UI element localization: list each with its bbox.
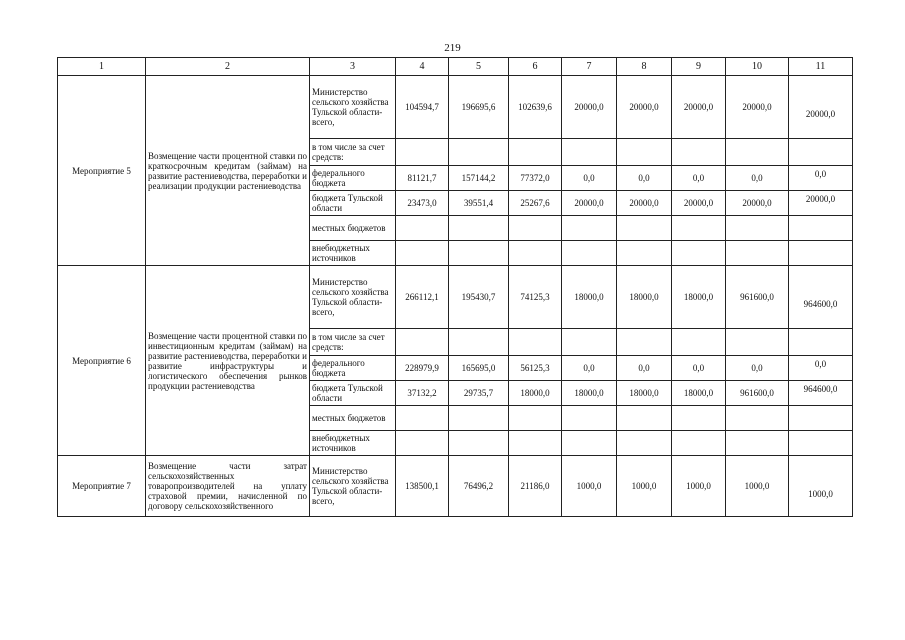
- amount-cell: 39551,4: [449, 191, 509, 216]
- amount-cell: 165695,0: [449, 356, 509, 381]
- funding-source: бюджета Тульской области: [310, 191, 396, 216]
- amount-cell: 195430,7: [449, 266, 509, 329]
- amount-cell: 138500,1: [396, 456, 449, 517]
- amount-cell: 77372,0: [509, 166, 562, 191]
- amount-cell: 20000,0: [789, 191, 853, 216]
- amount-cell: 18000,0: [562, 266, 617, 329]
- amount-cell: [509, 406, 562, 431]
- amount-cell: 0,0: [562, 166, 617, 191]
- amount-cell: 18000,0: [672, 381, 726, 406]
- amount-cell: 964600,0: [789, 266, 853, 329]
- amount-cell: [617, 216, 672, 241]
- amount-cell: 0,0: [726, 166, 789, 191]
- amount-cell: [396, 406, 449, 431]
- amount-cell: [672, 216, 726, 241]
- page-number: 219: [444, 42, 461, 54]
- funding-source: внебюджетных источников: [310, 431, 396, 456]
- amount-cell: 0,0: [562, 356, 617, 381]
- event-description: Возмещение части затрат сельскохозяйственных товаропроизводителей на уплату страховой премии, начисленной по договору сельскохозяйственного: [146, 456, 310, 517]
- amount-cell: 228979,9: [396, 356, 449, 381]
- amount-cell: 18000,0: [672, 266, 726, 329]
- amount-cell: 76496,2: [449, 456, 509, 517]
- amount-cell: [509, 139, 562, 166]
- amount-cell: [726, 406, 789, 431]
- column-header: 1: [58, 58, 146, 76]
- amount-cell: 20000,0: [617, 76, 672, 139]
- event-name: Мероприятие 7: [58, 456, 146, 517]
- column-header: 9: [672, 58, 726, 76]
- amount-cell: 157144,2: [449, 166, 509, 191]
- amount-cell: 20000,0: [789, 76, 853, 139]
- funding-source: в том числе за счет средств:: [310, 329, 396, 356]
- column-header: 8: [617, 58, 672, 76]
- amount-cell: [672, 406, 726, 431]
- amount-cell: [726, 241, 789, 266]
- column-header: 7: [562, 58, 617, 76]
- amount-cell: 18000,0: [617, 381, 672, 406]
- amount-cell: 0,0: [726, 356, 789, 381]
- amount-cell: [396, 216, 449, 241]
- amount-cell: [617, 329, 672, 356]
- amount-cell: 266112,1: [396, 266, 449, 329]
- amount-cell: [449, 406, 509, 431]
- amount-cell: [789, 241, 853, 266]
- funding-source: местных бюджетов: [310, 406, 396, 431]
- column-header: 5: [449, 58, 509, 76]
- amount-cell: 18000,0: [509, 381, 562, 406]
- amount-cell: [396, 139, 449, 166]
- amount-cell: [562, 431, 617, 456]
- amount-cell: [562, 139, 617, 166]
- amount-cell: 20000,0: [726, 76, 789, 139]
- amount-cell: 961600,0: [726, 381, 789, 406]
- amount-cell: 961600,0: [726, 266, 789, 329]
- amount-cell: [617, 139, 672, 166]
- amount-cell: [672, 139, 726, 166]
- amount-cell: [789, 139, 853, 166]
- amount-cell: [789, 431, 853, 456]
- amount-cell: [617, 431, 672, 456]
- amount-cell: 37132,2: [396, 381, 449, 406]
- funding-source: бюджета Тульской области: [310, 381, 396, 406]
- amount-cell: [672, 241, 726, 266]
- amount-cell: [726, 139, 789, 166]
- amount-cell: [726, 431, 789, 456]
- amount-cell: 74125,3: [509, 266, 562, 329]
- column-header: 11: [789, 58, 853, 76]
- amount-cell: 1000,0: [617, 456, 672, 517]
- amount-cell: 0,0: [672, 356, 726, 381]
- amount-cell: 20000,0: [562, 76, 617, 139]
- amount-cell: [449, 139, 509, 166]
- funding-source: местных бюджетов: [310, 216, 396, 241]
- amount-cell: [396, 241, 449, 266]
- amount-cell: 196695,6: [449, 76, 509, 139]
- amount-cell: 25267,6: [509, 191, 562, 216]
- column-header: 3: [310, 58, 396, 76]
- amount-cell: 20000,0: [672, 191, 726, 216]
- funding-source: федерального бюджета: [310, 166, 396, 191]
- table-row: [58, 266, 853, 329]
- amount-cell: 29735,7: [449, 381, 509, 406]
- amount-cell: [449, 241, 509, 266]
- amount-cell: 1000,0: [672, 456, 726, 517]
- amount-cell: 20000,0: [562, 191, 617, 216]
- column-header: 4: [396, 58, 449, 76]
- amount-cell: [396, 431, 449, 456]
- amount-cell: [672, 431, 726, 456]
- amount-cell: [449, 329, 509, 356]
- amount-cell: 18000,0: [617, 266, 672, 329]
- event-description: Возмещение части процентной ставки по инвестиционным кредитам (займам) на развитие растениеводства, переработки и развитие инфраструктуры и логистического обеспечения рынков продукции растениеводства: [146, 266, 310, 456]
- budget-table: [57, 57, 853, 517]
- amount-cell: 0,0: [789, 166, 853, 191]
- amount-cell: 20000,0: [672, 76, 726, 139]
- amount-cell: 20000,0: [726, 191, 789, 216]
- amount-cell: 20000,0: [617, 191, 672, 216]
- amount-cell: [617, 241, 672, 266]
- amount-cell: 81121,7: [396, 166, 449, 191]
- event-name: Мероприятие 5: [58, 76, 146, 266]
- event-description: Возмещение части процентной ставки по краткосрочным кредитам (займам) на развитие растениеводства, переработки и реализации продукции растениеводства: [146, 76, 310, 266]
- amount-cell: [562, 329, 617, 356]
- amount-cell: [509, 431, 562, 456]
- amount-cell: 56125,3: [509, 356, 562, 381]
- amount-cell: [789, 406, 853, 431]
- funding-source: Министерство сельского хозяйства Тульской области-всего,: [310, 76, 396, 139]
- event-name: Мероприятие 6: [58, 266, 146, 456]
- amount-cell: [509, 216, 562, 241]
- amount-cell: [449, 216, 509, 241]
- amount-cell: [789, 216, 853, 241]
- amount-cell: 1000,0: [789, 456, 853, 517]
- funding-source: в том числе за счет средств:: [310, 139, 396, 166]
- funding-source: федерального бюджета: [310, 356, 396, 381]
- amount-cell: [672, 329, 726, 356]
- column-header: 6: [509, 58, 562, 76]
- column-header: 2: [146, 58, 310, 76]
- amount-cell: 104594,7: [396, 76, 449, 139]
- funding-source: внебюджетных источников: [310, 241, 396, 266]
- amount-cell: 0,0: [617, 166, 672, 191]
- amount-cell: [726, 329, 789, 356]
- amount-cell: [562, 241, 617, 266]
- table-row: [58, 76, 853, 139]
- amount-cell: 964600,0: [789, 381, 853, 406]
- table-row: [58, 456, 853, 517]
- funding-source: Министерство сельского хозяйства Тульской области-всего,: [310, 266, 396, 329]
- amount-cell: [396, 329, 449, 356]
- amount-cell: 0,0: [789, 356, 853, 381]
- column-header: 10: [726, 58, 789, 76]
- column-number-row: [58, 58, 853, 76]
- amount-cell: 102639,6: [509, 76, 562, 139]
- amount-cell: [562, 406, 617, 431]
- amount-cell: 18000,0: [562, 381, 617, 406]
- amount-cell: [562, 216, 617, 241]
- funding-source: Министерство сельского хозяйства Тульской области-всего,: [310, 456, 396, 517]
- amount-cell: [509, 329, 562, 356]
- amount-cell: 0,0: [672, 166, 726, 191]
- amount-cell: [509, 241, 562, 266]
- amount-cell: [789, 329, 853, 356]
- amount-cell: [726, 216, 789, 241]
- table-body: [58, 76, 853, 517]
- amount-cell: 21186,0: [509, 456, 562, 517]
- amount-cell: 0,0: [617, 356, 672, 381]
- amount-cell: 1000,0: [726, 456, 789, 517]
- amount-cell: [617, 406, 672, 431]
- amount-cell: [449, 431, 509, 456]
- amount-cell: 1000,0: [562, 456, 617, 517]
- amount-cell: 23473,0: [396, 191, 449, 216]
